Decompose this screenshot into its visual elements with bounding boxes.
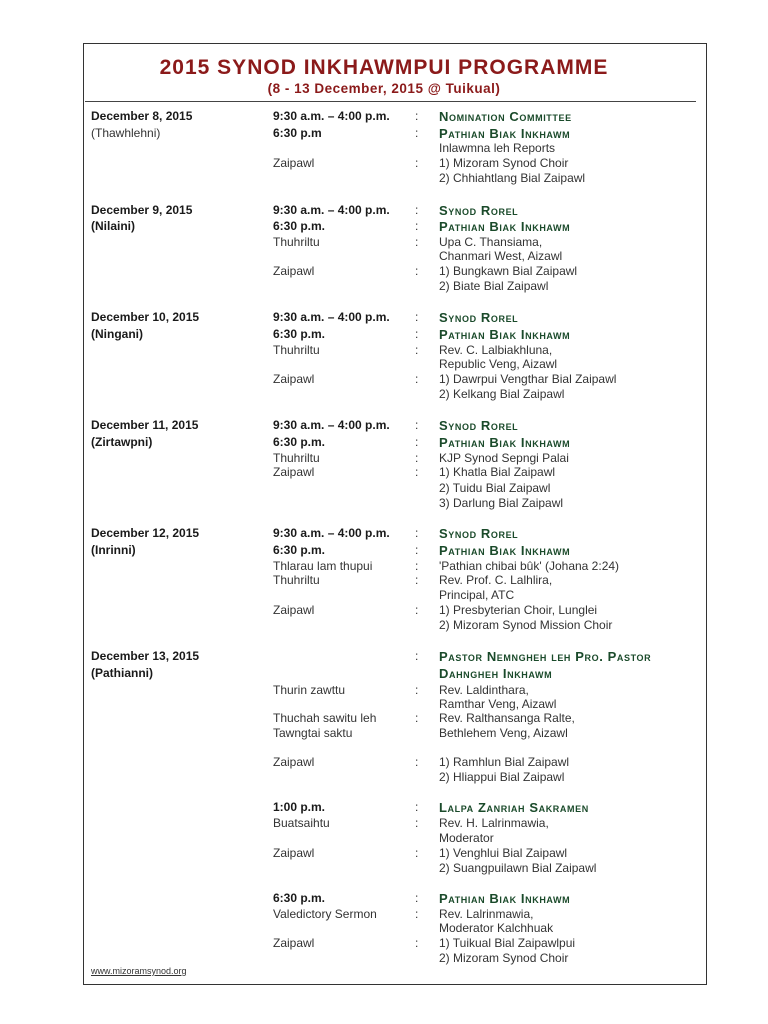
page-title: 2015 SYNOD INKHAWMPUI PROGRAMME bbox=[159, 56, 609, 79]
schedule-separator: : bbox=[415, 327, 419, 341]
schedule-date: December 8, 2015 bbox=[91, 109, 193, 123]
schedule-time: Zaipawl bbox=[273, 846, 315, 860]
schedule-event: 3) Darlung Bial Zaipawl bbox=[439, 496, 564, 510]
schedule-event: 2) Tuidu Bial Zaipawl bbox=[439, 481, 551, 495]
schedule-event: Pathian Biak Inkhawm bbox=[439, 219, 571, 234]
schedule-separator: : bbox=[415, 343, 419, 357]
title-divider bbox=[85, 101, 696, 102]
schedule-event: Bethlehem Veng, Aizawl bbox=[439, 726, 568, 740]
schedule-separator: : bbox=[415, 451, 419, 465]
schedule-time: Zaipawl bbox=[273, 603, 315, 617]
schedule-event: Rev. H. Lalrinmawia, bbox=[439, 816, 549, 830]
schedule-time: Thuhriltu bbox=[273, 343, 320, 357]
schedule-event: Principal, ATC bbox=[439, 588, 515, 602]
schedule-event: KJP Synod Sepngi Palai bbox=[439, 451, 569, 465]
schedule-event: Nomination Committee bbox=[439, 109, 572, 124]
schedule-event: Pathian Biak Inkhawm bbox=[439, 327, 571, 342]
schedule-separator: : bbox=[415, 683, 419, 697]
schedule-separator: : bbox=[415, 156, 419, 170]
schedule-time: Thurin zawttu bbox=[273, 683, 346, 697]
schedule-date: (Zirtawpni) bbox=[91, 435, 153, 449]
schedule-event: Pastor Nemngheh leh Pro. Pastor bbox=[439, 649, 652, 664]
schedule-separator: : bbox=[415, 891, 419, 905]
schedule-date: (Thawhlehni) bbox=[91, 126, 161, 140]
schedule-separator: : bbox=[415, 235, 419, 249]
schedule-time: 9:30 a.m. – 4:00 p.m. bbox=[273, 418, 390, 432]
schedule-separator: : bbox=[415, 372, 419, 386]
schedule-time: 6:30 p.m. bbox=[273, 543, 326, 557]
schedule-event: Pathian Biak Inkhawm bbox=[439, 126, 571, 141]
schedule-event: Upa C. Thansiama, bbox=[439, 235, 543, 249]
schedule-event: Synod Rorel bbox=[439, 203, 519, 218]
schedule-separator: : bbox=[415, 526, 419, 540]
schedule-event: Lalpa Zanriah Sakramen bbox=[439, 800, 589, 815]
schedule-event: 2) Suangpuilawn Bial Zaipawl bbox=[439, 861, 597, 875]
schedule-event: 1) Dawrpui Vengthar Bial Zaipawl bbox=[439, 372, 617, 386]
schedule-event: Rev. Laldinthara, bbox=[439, 683, 529, 697]
schedule-event: Rev. C. Lalbiakhluna, bbox=[439, 343, 553, 357]
schedule-time: 6:30 p.m. bbox=[273, 435, 326, 449]
schedule-event: Inlawmna leh Reports bbox=[439, 141, 556, 155]
schedule-time: Zaipawl bbox=[273, 372, 315, 386]
schedule-time: Valedictory Sermon bbox=[273, 907, 377, 921]
schedule-date: (Pathianni) bbox=[91, 666, 153, 680]
schedule-time: 6:30 p.m. bbox=[273, 891, 326, 905]
schedule-event: 1) Presbyterian Choir, Lunglei bbox=[439, 603, 598, 617]
schedule-separator: : bbox=[415, 418, 419, 432]
schedule-event: 1) Bungkawn Bial Zaipawl bbox=[439, 264, 578, 278]
schedule-time: Thlarau lam thupui bbox=[273, 559, 373, 573]
schedule-separator: : bbox=[415, 816, 419, 830]
schedule-separator: : bbox=[415, 907, 419, 921]
schedule-time: Zaipawl bbox=[273, 755, 315, 769]
schedule-time: Buatsaihtu bbox=[273, 816, 330, 830]
schedule-event: 1) Tuikual Bial Zaipawlpui bbox=[439, 936, 576, 950]
schedule-separator: : bbox=[415, 649, 419, 663]
schedule-event: 1) Mizoram Synod Choir bbox=[439, 156, 569, 170]
schedule-time: Zaipawl bbox=[273, 264, 315, 278]
schedule-separator: : bbox=[415, 800, 419, 814]
schedule-separator: : bbox=[415, 573, 419, 587]
schedule-date: December 13, 2015 bbox=[91, 649, 200, 663]
schedule-time: Zaipawl bbox=[273, 936, 315, 950]
schedule-event: 1) Khatla Bial Zaipawl bbox=[439, 465, 556, 479]
schedule-event: Ramthar Veng, Aizawl bbox=[439, 697, 557, 711]
schedule-separator: : bbox=[415, 936, 419, 950]
schedule-event: Rev. Ralthansanga Ralte, bbox=[439, 711, 575, 725]
schedule-event: 1) Ramhlun Bial Zaipawl bbox=[439, 755, 570, 769]
schedule-time: 9:30 a.m. – 4:00 p.m. bbox=[273, 109, 390, 123]
schedule-date: December 11, 2015 bbox=[91, 418, 199, 432]
schedule-separator: : bbox=[415, 264, 419, 278]
schedule-separator: : bbox=[415, 465, 419, 479]
schedule-event: Pathian Biak Inkhawm bbox=[439, 435, 571, 450]
schedule-time: Thuhriltu bbox=[273, 451, 320, 465]
schedule-separator: : bbox=[415, 711, 419, 725]
schedule-time: Thuhriltu bbox=[273, 573, 320, 587]
schedule-event: Pathian Biak Inkhawm bbox=[439, 543, 571, 558]
schedule-separator: : bbox=[415, 219, 419, 233]
schedule-date: December 12, 2015 bbox=[91, 526, 200, 540]
schedule-event: Synod Rorel bbox=[439, 526, 519, 541]
schedule-event: Synod Rorel bbox=[439, 310, 519, 325]
schedule-separator: : bbox=[415, 435, 419, 449]
schedule-time: 9:30 a.m. – 4:00 p.m. bbox=[273, 526, 390, 540]
schedule-date: (Ningani) bbox=[91, 327, 143, 341]
schedule-time: Zaipawl bbox=[273, 156, 315, 170]
schedule-event: 1) Venghlui Bial Zaipawl bbox=[439, 846, 568, 860]
schedule-time: 6:30 p.m. bbox=[273, 327, 326, 341]
document-frame bbox=[83, 43, 707, 985]
schedule-separator: : bbox=[415, 559, 419, 573]
schedule-time: Thuchah sawitu leh bbox=[273, 711, 377, 725]
schedule-date: (Nilaini) bbox=[91, 219, 135, 233]
schedule-event: 2) Mizoram Synod Mission Choir bbox=[439, 618, 613, 632]
schedule-separator: : bbox=[415, 603, 419, 617]
schedule-event: Chanmari West, Aizawl bbox=[439, 249, 563, 263]
schedule-event: Pathian Biak Inkhawm bbox=[439, 891, 571, 906]
schedule-time: 9:30 a.m. – 4:00 p.m. bbox=[273, 310, 390, 324]
schedule-event: Rev. Prof. C. Lalhlira, bbox=[439, 573, 553, 587]
schedule-event: 2) Mizoram Synod Choir bbox=[439, 951, 569, 965]
schedule-event: Moderator Kalchhuak bbox=[439, 921, 554, 935]
page-subtitle: (8 - 13 December, 2015 @ Tuikual) bbox=[267, 81, 501, 96]
schedule-time: 1:00 p.m. bbox=[273, 800, 326, 814]
schedule-event: Moderator bbox=[439, 831, 494, 845]
schedule-separator: : bbox=[415, 310, 419, 324]
schedule-event: 2) Chhiahtlang Bial Zaipawl bbox=[439, 171, 586, 185]
schedule-time: Zaipawl bbox=[273, 465, 315, 479]
schedule-separator: : bbox=[415, 203, 419, 217]
schedule-event: Republic Veng, Aizawl bbox=[439, 357, 558, 371]
schedule-date: (Inrinni) bbox=[91, 543, 136, 557]
schedule-event: 2) Kelkang Bial Zaipawl bbox=[439, 387, 565, 401]
schedule-time: Tawngtai saktu bbox=[273, 726, 353, 740]
schedule-event: Synod Rorel bbox=[439, 418, 519, 433]
schedule-separator: : bbox=[415, 543, 419, 557]
schedule-time: 6:30 p.m bbox=[273, 126, 322, 140]
schedule-time: 9:30 a.m. – 4:00 p.m. bbox=[273, 203, 390, 217]
schedule-date: December 9, 2015 bbox=[91, 203, 193, 217]
schedule-event: 2) Hliappui Bial Zaipawl bbox=[439, 770, 565, 784]
schedule-event: 'Pathian chibai bûk' (Johana 2:24) bbox=[439, 559, 620, 573]
schedule-separator: : bbox=[415, 846, 419, 860]
schedule-event: 2) Biate Bial Zaipawl bbox=[439, 279, 549, 293]
footer-url[interactable]: www.mizoramsynod.org bbox=[91, 966, 187, 976]
schedule-time: 6:30 p.m. bbox=[273, 219, 326, 233]
schedule-time: Thuhriltu bbox=[273, 235, 320, 249]
schedule-separator: : bbox=[415, 755, 419, 769]
schedule-separator: : bbox=[415, 109, 419, 123]
schedule-event: Rev. Lalrinmawia, bbox=[439, 907, 534, 921]
schedule-date: December 10, 2015 bbox=[91, 310, 200, 324]
schedule-event: Dahngheh Inkhawm bbox=[439, 666, 553, 681]
schedule-separator: : bbox=[415, 126, 419, 140]
